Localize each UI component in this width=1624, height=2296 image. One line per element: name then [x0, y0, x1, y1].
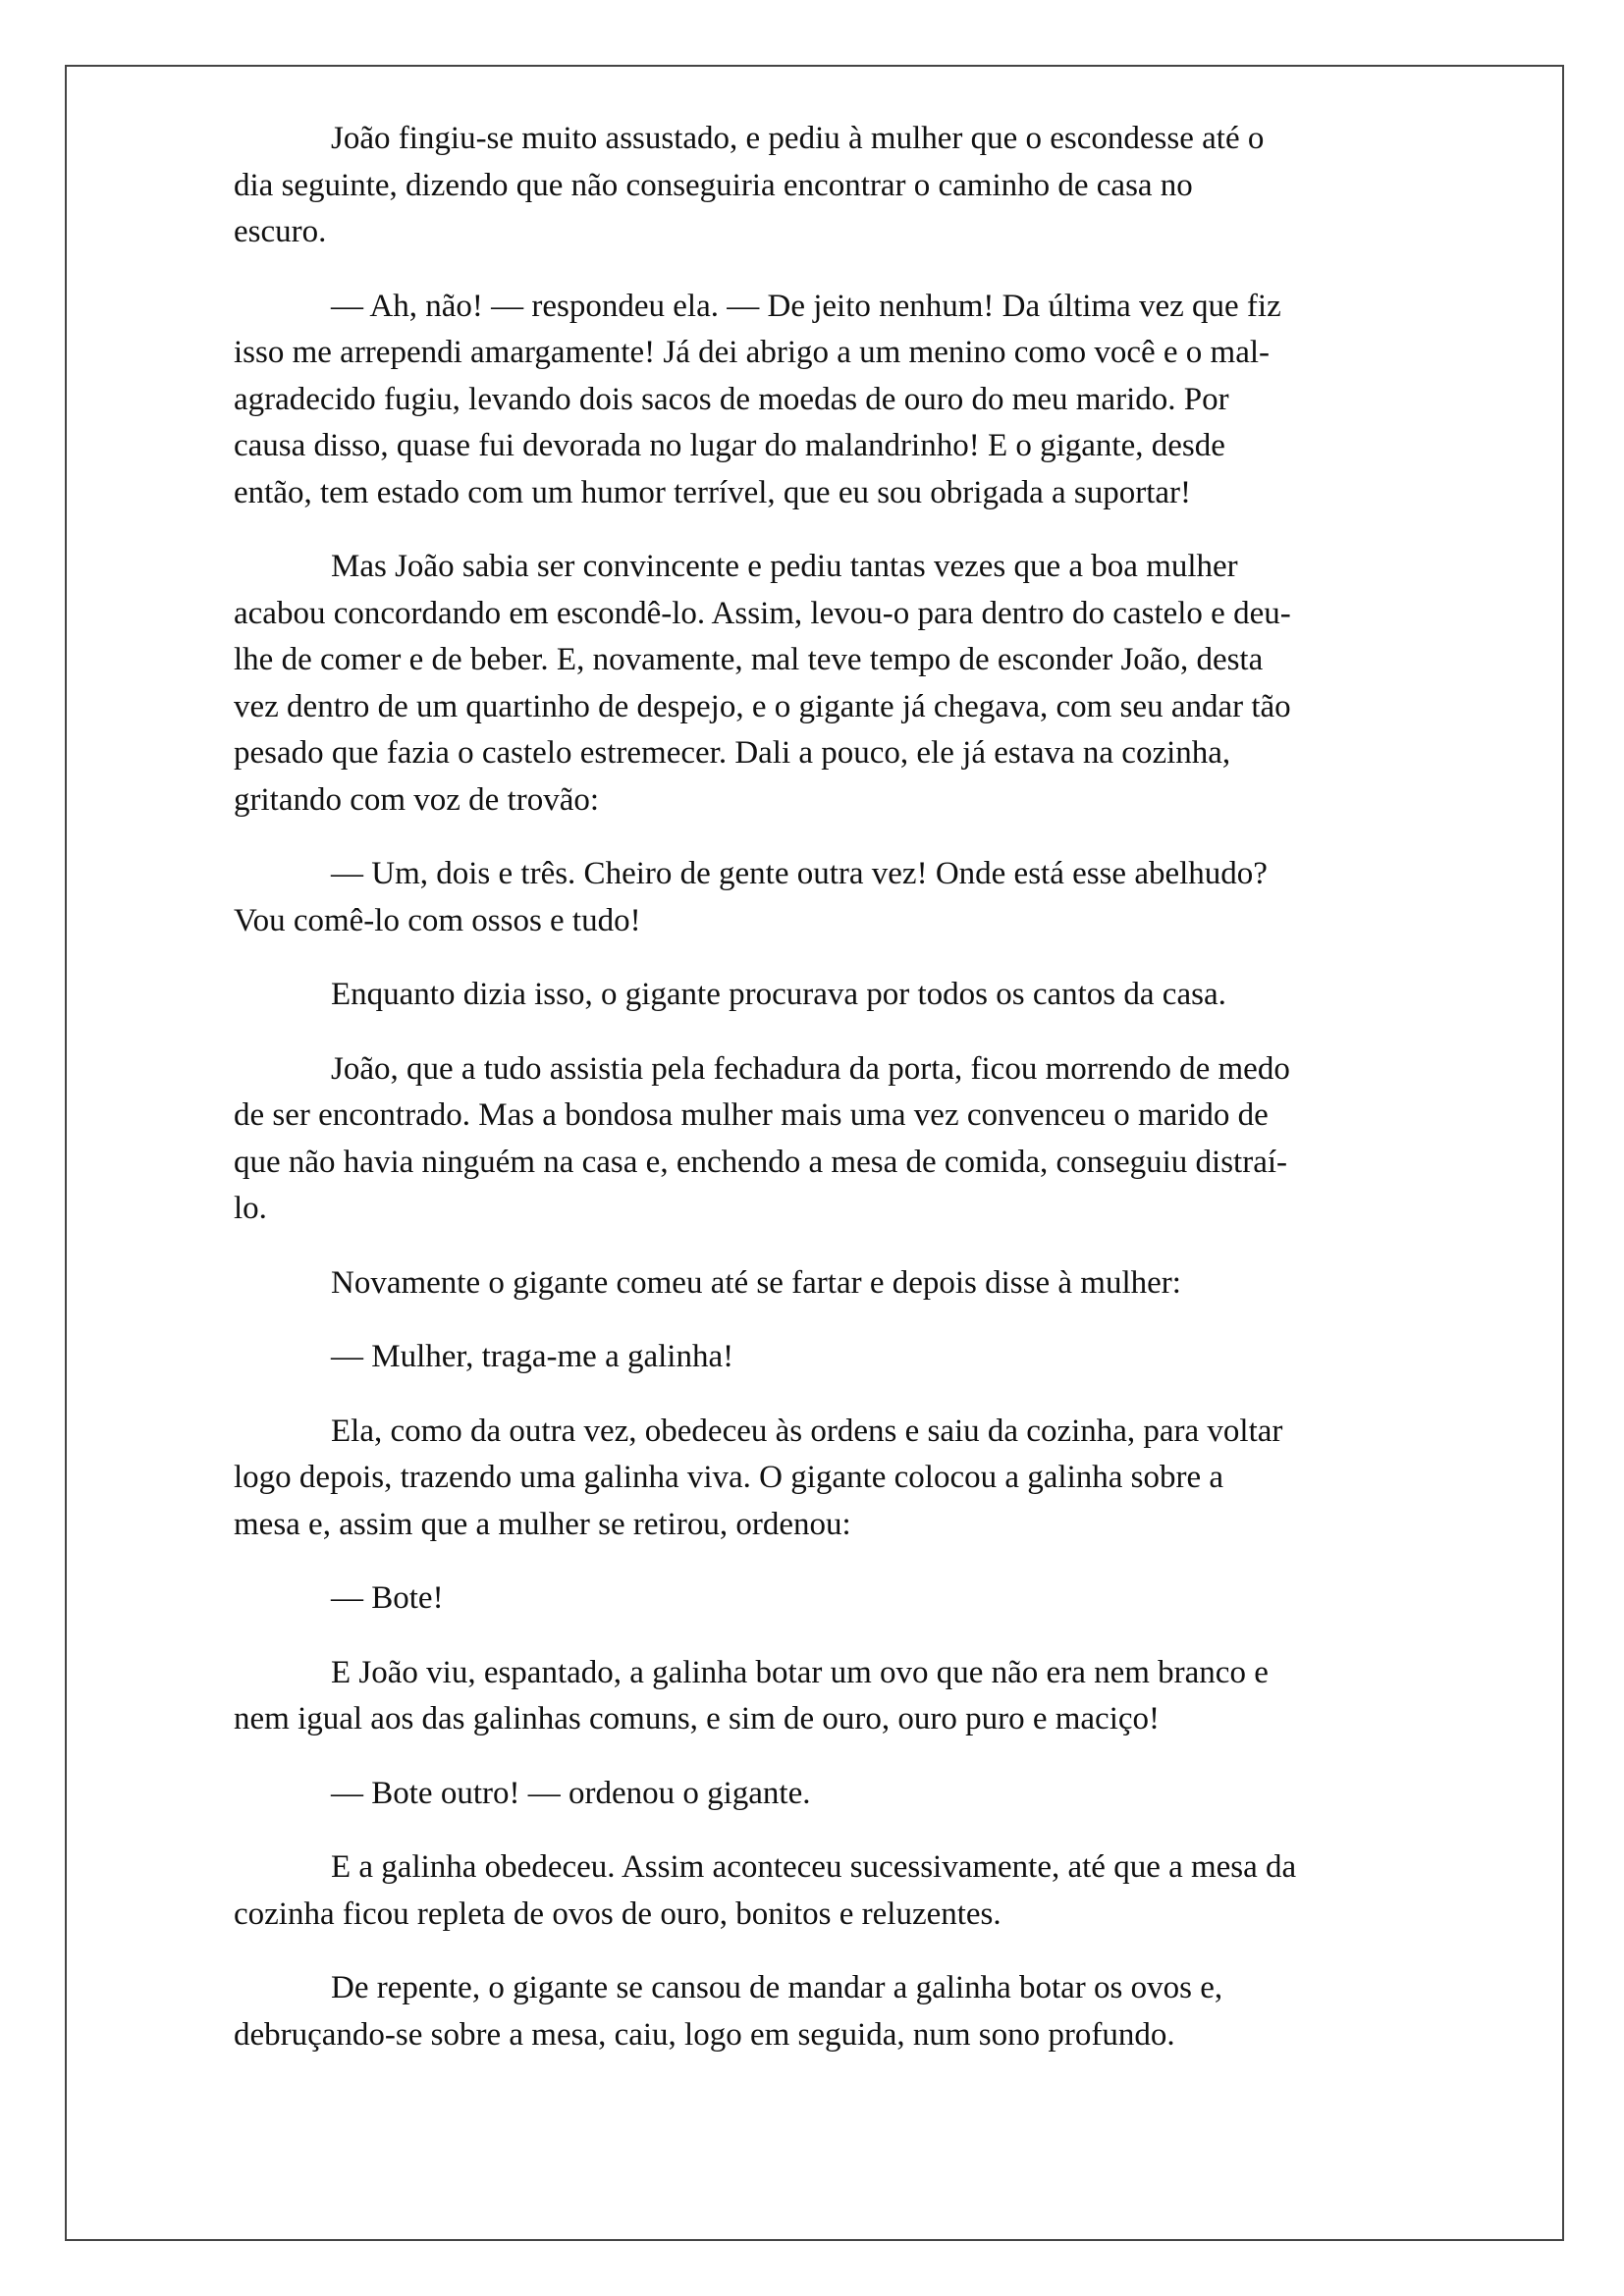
- text-line: João fingiu-se muito assustado, e pediu à mulher que o escondesse até o: [331, 121, 1265, 156]
- text-line: dia seguinte, dizendo que não conseguiria encontrar o caminho de casa no: [234, 167, 1193, 203]
- text-line: acabou concordando em escondê-lo. Assim, levou-o para dentro do castelo e deu-: [234, 595, 1291, 631]
- text-line: escuro.: [234, 214, 327, 249]
- paragraph: [234, 1334, 1402, 1381]
- text-line: cozinha ficou repleta de ovos de ouro, bonitos e reluzentes.: [234, 1896, 1001, 1932]
- paragraph: [234, 1575, 1402, 1623]
- paragraph: [234, 1844, 1402, 1938]
- text-line: mesa e, assim que a mulher se retirou, ordenou:: [234, 1506, 851, 1542]
- text-line: — Um, dois e três. Cheiro de gente outra vez! Onde está esse abelhudo?: [331, 856, 1268, 891]
- paragraph: [234, 1965, 1402, 2058]
- text-line: vez dentro de um quartinho de despejo, e o gigante já chegava, com seu andar tão: [234, 688, 1291, 724]
- text-line: causa disso, quase fui devorada no lugar do malandrinho! E o gigante, desde: [234, 428, 1225, 463]
- text-line: lhe de comer e de beber. E, novamente, mal teve tempo de esconder João, desta: [234, 642, 1264, 677]
- paragraph: [234, 972, 1402, 1019]
- text-line: isso me arrependi amargamente! Já dei abrigo a um menino como você e o mal-: [234, 335, 1271, 370]
- paragraph: [234, 1046, 1402, 1233]
- paragraph: [234, 544, 1402, 824]
- paragraph: [234, 1771, 1402, 1818]
- text-line: — Bote outro! — ordenou o gigante.: [331, 1775, 811, 1811]
- text-line: — Mulher, traga-me a galinha!: [331, 1339, 734, 1374]
- text-line: agradecido fugiu, levando dois sacos de moedas de ouro do meu marido. Por: [234, 381, 1229, 417]
- text-line: gritando com voz de trovão:: [234, 781, 600, 818]
- text-line: — Ah, não! — respondeu ela. — De jeito nenhum! Da última vez que fiz: [331, 288, 1281, 324]
- text-line: então, tem estado com um humor terrível, que eu sou obrigada a suportar!: [234, 474, 1192, 510]
- text-line: Novamente o gigante comeu até se fartar e depois disse à mulher:: [331, 1264, 1181, 1301]
- text-line: logo depois, trazendo uma galinha viva. O gigante colocou a galinha sobre a: [234, 1460, 1224, 1495]
- text-line: pesado que fazia o castelo estremecer. Dali a pouco, ele já estava na cozinha,: [234, 735, 1231, 771]
- text-line: E João viu, espantado, a galinha botar um ovo que não era nem branco e: [331, 1654, 1269, 1690]
- document-body: [234, 116, 1402, 2086]
- text-line: debruçando-se sobre a mesa, caiu, logo em seguida, num sono profundo.: [234, 2016, 1175, 2053]
- text-line: João, que a tudo assistia pela fechadura da porta, ficou morrendo de medo: [331, 1050, 1290, 1087]
- paragraph: [234, 116, 1402, 256]
- paragraph: [234, 851, 1402, 944]
- text-line: — Bote!: [331, 1580, 444, 1616]
- text-line: Ela, como da outra vez, obedeceu às ordens e saiu da cozinha, para voltar: [331, 1413, 1283, 1449]
- text-line: que não havia ninguém na casa e, enchendo a mesa de comida, conseguiu distraí-: [234, 1144, 1288, 1180]
- text-line: De repente, o gigante se cansou de mandar a galinha botar os ovos e,: [331, 1970, 1223, 2005]
- paragraph: [234, 1260, 1402, 1308]
- text-line: Enquanto dizia isso, o gigante procurava por todos os cantos da casa.: [331, 977, 1226, 1012]
- text-line: Vou comê-lo com ossos e tudo!: [234, 902, 641, 938]
- paragraph: [234, 284, 1402, 517]
- text-line: Mas João sabia ser convincente e pediu tantas vezes que a boa mulher: [331, 549, 1238, 584]
- text-line: de ser encontrado. Mas a bondosa mulher mais uma vez convenceu o marido de: [234, 1097, 1269, 1133]
- text-line: lo.: [234, 1191, 267, 1226]
- text-line: E a galinha obedeceu. Assim aconteceu sucessivamente, até que a mesa da: [331, 1849, 1297, 1885]
- paragraph: [234, 1650, 1402, 1743]
- text-line: nem igual aos das galinhas comuns, e sim de ouro, ouro puro e maciço!: [234, 1701, 1161, 1736]
- paragraph: [234, 1409, 1402, 1549]
